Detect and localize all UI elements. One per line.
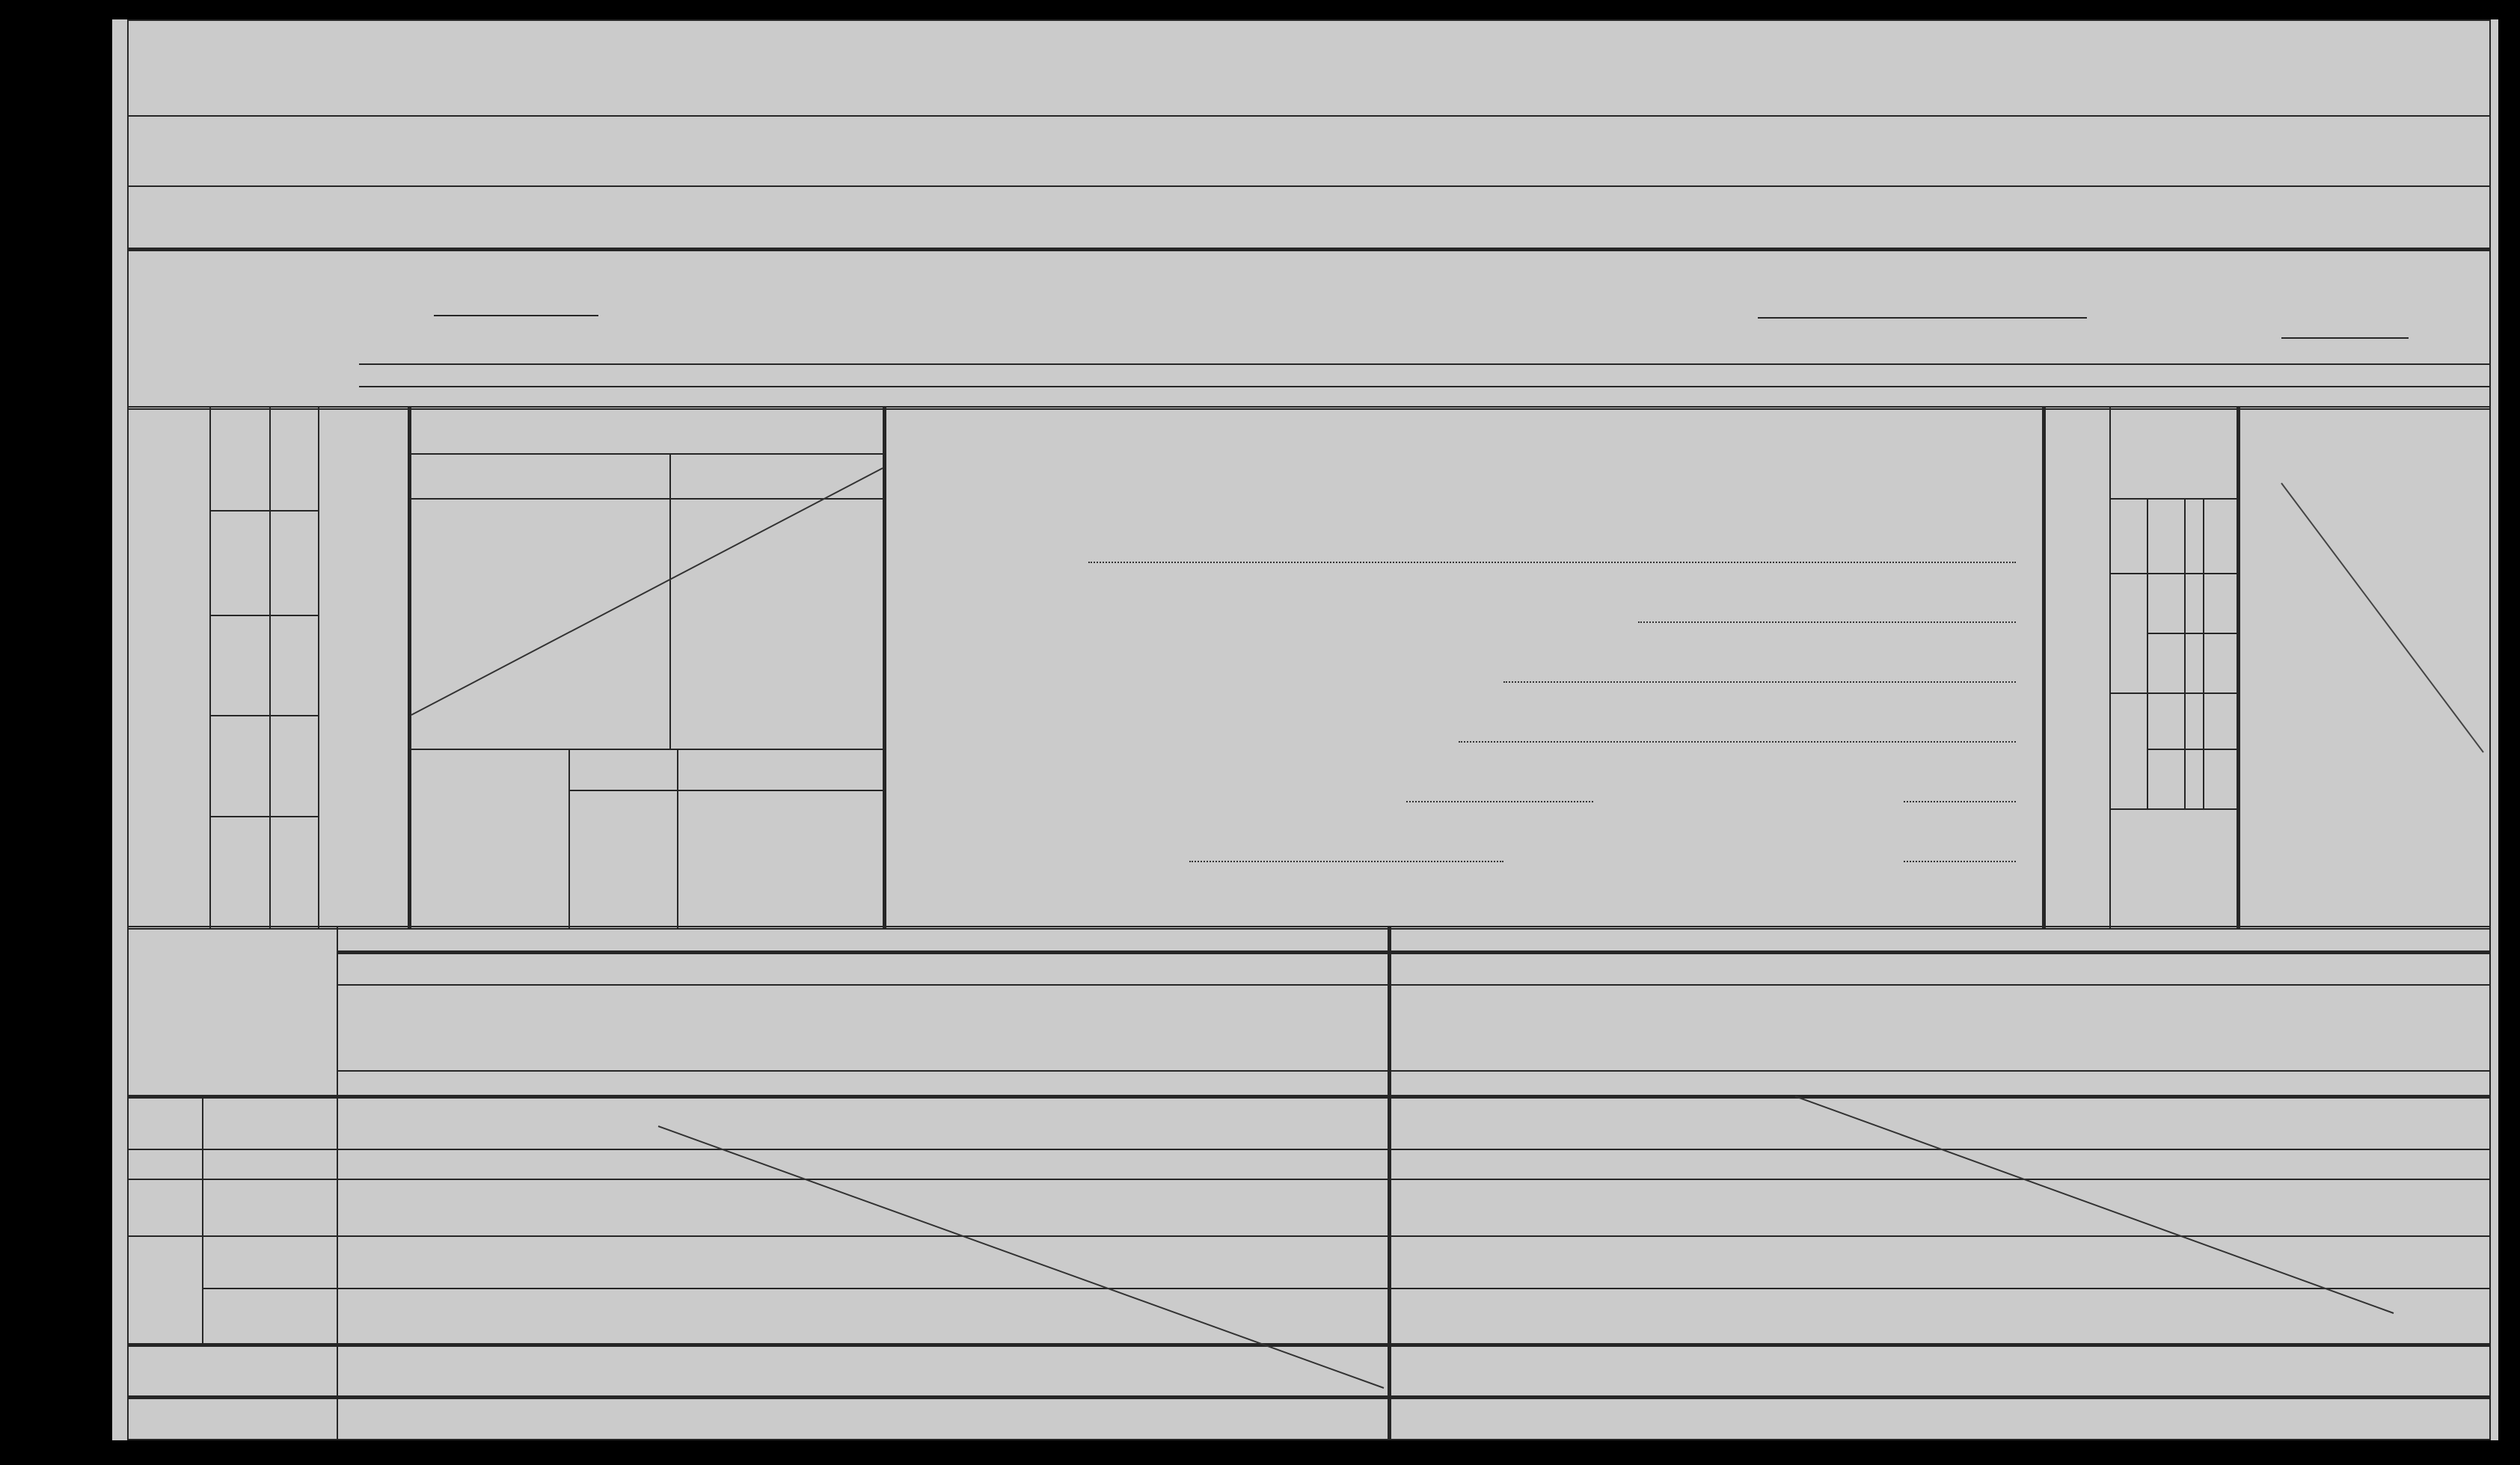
census-card-sheet	[112, 19, 2498, 1440]
cancel-stroke-trade	[411, 468, 883, 715]
cancel-stroke-arenda	[658, 1126, 1384, 1388]
cancel-strokes	[112, 19, 2498, 1440]
cancel-stroke-pop	[2281, 483, 2483, 752]
cancel-stroke-sdacha	[1795, 1096, 2394, 1313]
